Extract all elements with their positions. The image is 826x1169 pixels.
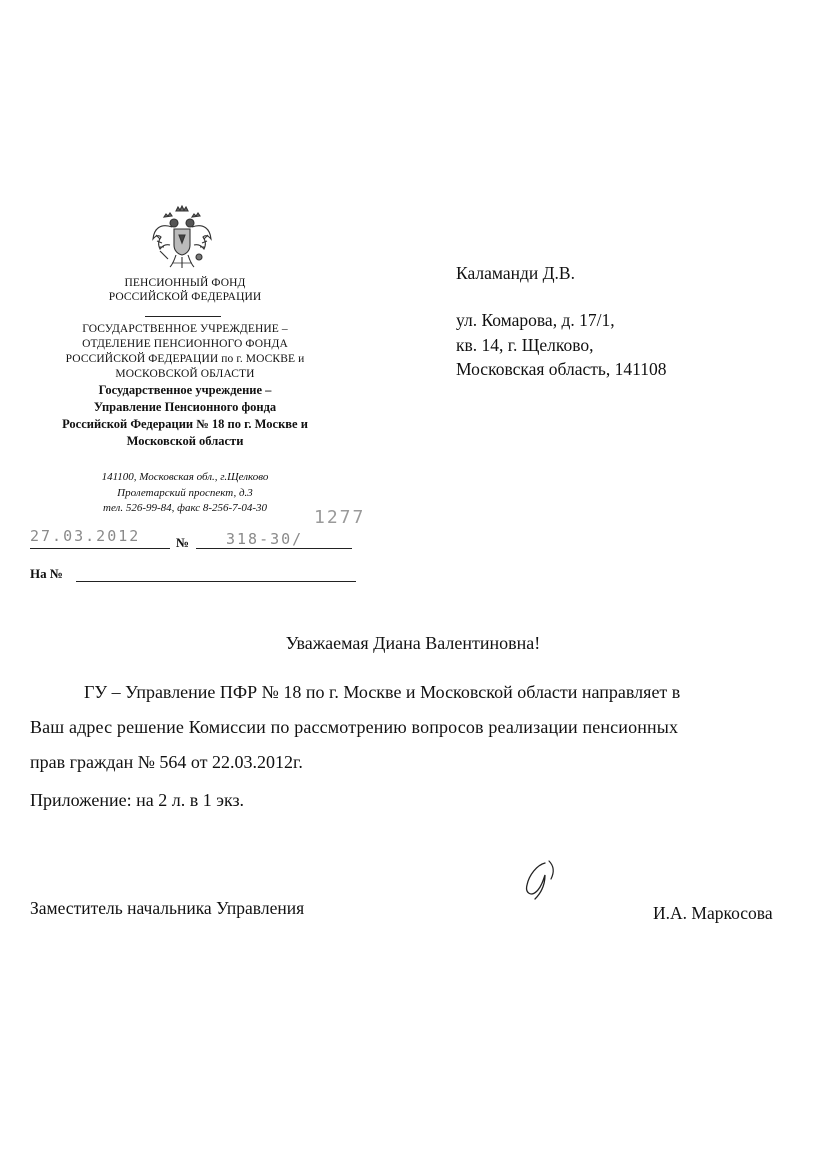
office-line1: Государственное учреждение – [98, 383, 272, 397]
recipient-apartment-city: кв. 14, г. Щелково, [456, 335, 594, 355]
office-address-line2: Пролетарский проспект, д.3 [117, 487, 253, 499]
date-underline [30, 548, 170, 549]
office-line3: Российской Федерации № 18 по г. Москве и [62, 417, 308, 431]
branch-line4: МОСКОВСКОЙ ОБЛАСТИ [115, 368, 255, 380]
branch-line3: РОССИЙСКОЙ ФЕДЕРАЦИИ по г. МОСКВЕ и [65, 353, 305, 365]
org-name-line2: РОССИЙСКОЙ ФЕДЕРАЦИИ [108, 291, 262, 303]
letterhead-divider [145, 316, 221, 317]
number-stamp: 318-30/ [226, 530, 304, 548]
greeting: Уважаемая Диана Валентиновна! [285, 633, 541, 653]
attachment-note: Приложение: на 2 л. в 1 экз. [30, 790, 245, 810]
body-line2: Ваш адрес решение Комиссии по рассмотрению вопросов реализации пенсионных [30, 717, 679, 737]
number-label: № [176, 535, 190, 550]
recipient-street: ул. Комарова, д. 17/1, [456, 310, 615, 330]
office-address-line1: 141100, Московская обл., г.Щелково [101, 471, 269, 483]
signer-name: И.А. Маркосова [653, 903, 773, 923]
recipient-name: Каламанди Д.В. [456, 263, 575, 283]
branch-line1: ГОСУДАРСТВЕННОЕ УЧРЕЖДЕНИЕ – [82, 323, 288, 335]
handwritten-signature-icon [515, 857, 565, 905]
office-line2: Управление Пенсионного фонда [93, 400, 277, 414]
body-line1: ГУ – Управление ПФР № 18 по г. Москве и Московской области направляет в [84, 682, 681, 702]
reply-to-label: На № [30, 566, 63, 581]
registration-stamp: 1277 [314, 507, 366, 528]
coat-of-arms-icon [150, 205, 214, 271]
body-line3: прав граждан № 564 от 22.03.2012г. [30, 752, 303, 772]
date-stamp: 27.03.2012 [30, 527, 141, 545]
number-underline [196, 548, 352, 549]
signer-position: Заместитель начальника Управления [30, 898, 305, 918]
office-phone-fax: тел. 526-99-84, факс 8-256-7-04-30 [103, 502, 267, 514]
reply-underline [76, 581, 356, 582]
org-name-line1: ПЕНСИОННЫЙ ФОНД [124, 277, 246, 289]
recipient-region: Московская область, 141108 [456, 359, 667, 379]
office-line4: Московской области [126, 434, 244, 448]
branch-line2: ОТДЕЛЕНИЕ ПЕНСИОННОГО ФОНДА [82, 338, 288, 350]
